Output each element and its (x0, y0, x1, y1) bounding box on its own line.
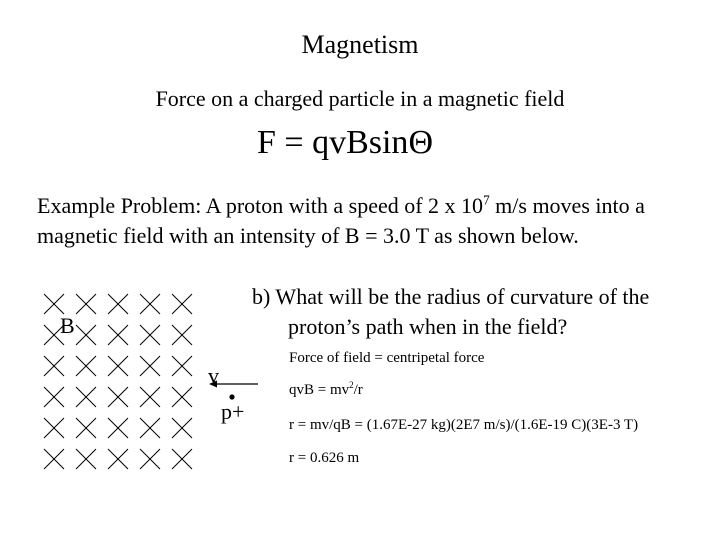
field-x-mark (172, 325, 192, 345)
solution-step-3: r = mv/qB = (1.67E-27 kg)(2E7 m/s)/(1.6E-19 C)(3E-3 T) (289, 417, 639, 433)
solution-step-2-suffix: /r (353, 382, 363, 398)
field-x-mark (140, 449, 160, 469)
field-x-mark (172, 294, 192, 314)
field-x-mark (108, 325, 128, 345)
field-label: B (60, 313, 75, 338)
solution-step-4: r = 0.626 m (289, 450, 360, 466)
field-x-mark (140, 418, 160, 438)
field-x-mark (76, 387, 96, 407)
field-x-mark (44, 387, 64, 407)
question-line-1: b) What will be the radius of curvature of the (252, 284, 650, 309)
field-x-mark (108, 449, 128, 469)
subtitle: Force on a charged particle in a magnetic field (155, 86, 565, 111)
solution-step-2-prefix: qvB = mv (289, 382, 350, 398)
field-x-mark (172, 356, 192, 376)
field-x-mark (140, 294, 160, 314)
formula-text: F = qvBsin (256, 124, 409, 161)
page-title: Magnetism (301, 30, 419, 59)
field-x-mark (76, 418, 96, 438)
field-x-mark (44, 294, 64, 314)
field-x-mark (108, 294, 128, 314)
field-x-mark (108, 418, 128, 438)
field-x-mark (108, 356, 128, 376)
problem-line-1-suffix: m/s moves into a (489, 193, 645, 218)
field-x-mark (44, 356, 64, 376)
field-x-mark (44, 449, 64, 469)
field-x-mark (172, 449, 192, 469)
problem-exponent: 7 (483, 192, 490, 208)
solution-step-1: Force of field = centripetal force (289, 350, 485, 366)
problem-line-1-prefix: Example Problem: A proton with a speed of 2 x 10 (37, 193, 484, 218)
field-x-mark (76, 449, 96, 469)
theta-symbol: Θ (408, 124, 433, 161)
field-x-mark (172, 418, 192, 438)
field-x-mark (140, 387, 160, 407)
field-x-mark (76, 325, 96, 345)
solution-step-2-exponent: 2 (349, 380, 354, 390)
field-x-mark (76, 294, 96, 314)
question-line-2: proton’s path when in the field? (288, 314, 568, 339)
field-x-mark (172, 387, 192, 407)
field-x-mark (76, 356, 96, 376)
field-x-mark (44, 418, 64, 438)
problem-line-2: magnetic field with an intensity of B = 3.0 T as shown below. (37, 223, 579, 248)
field-x-mark (140, 325, 160, 345)
field-x-mark (140, 356, 160, 376)
velocity-label: v (208, 363, 219, 388)
proton-label: p+ (221, 399, 245, 424)
field-x-mark (108, 387, 128, 407)
